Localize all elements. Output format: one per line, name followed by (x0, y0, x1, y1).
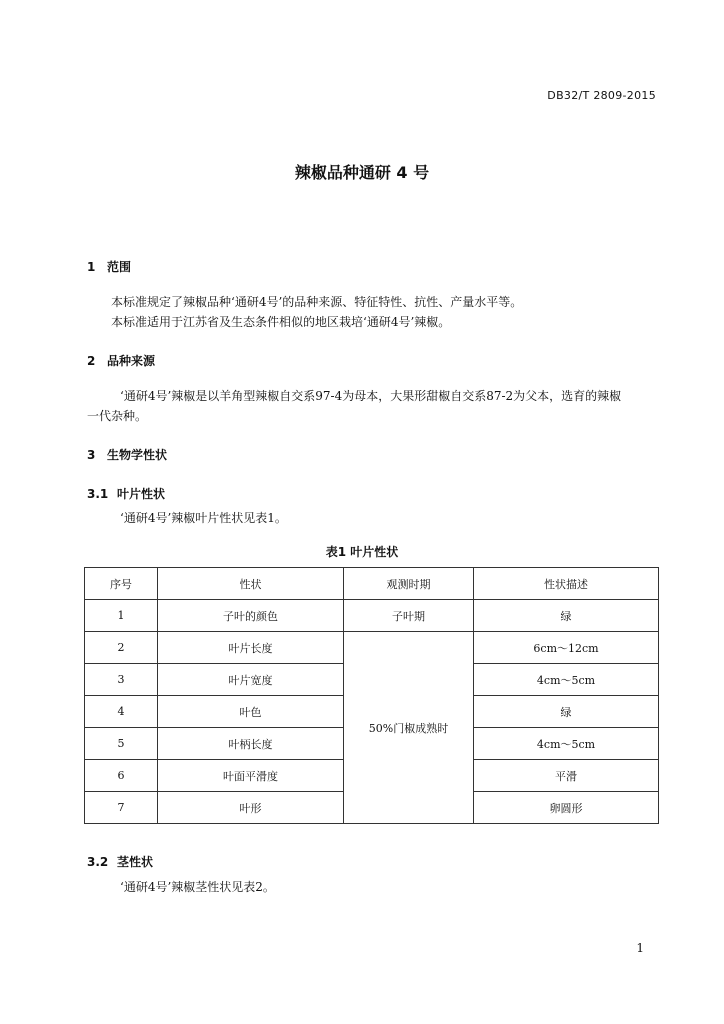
cell-trait: 子叶的颜色 (158, 600, 344, 632)
section-title: 范围 (107, 260, 132, 274)
table-row (85, 632, 659, 664)
header-trait: 性状 (158, 568, 344, 600)
cell-trait: 叶色 (158, 696, 344, 728)
section-number: 2 (87, 354, 96, 368)
cell-number: 7 (85, 792, 158, 824)
section-3-1-paragraph: ‘通研4号’辣椒叶片性状见表1。 (120, 511, 287, 525)
cell-description: 6cm～12cm (474, 632, 659, 664)
table-row (85, 600, 659, 632)
section-title: 茎性状 (117, 855, 154, 869)
section-1-heading (87, 258, 131, 275)
cell-description: 绿 (474, 600, 659, 632)
section-number: 3.2 (87, 855, 109, 869)
table-1-caption: 表1 叶片性状 (325, 545, 399, 559)
cell-trait: 叶片宽度 (158, 664, 344, 696)
standard-code: DB32/T 2809-2015 (547, 89, 656, 102)
section-2-line-2: 一代杂种。 (87, 409, 148, 423)
page-number: 1 (636, 941, 644, 955)
section-2-line-1: ‘通研4号’辣椒是以羊角型辣椒自交系97-4为母本，大果形甜椒自交系87-2为父本，选育的辣椒 (120, 389, 622, 403)
section-1-paragraph-2: 本标准适用于江苏省及生态条件相似的地区栽培‘通研4号’辣椒。 (111, 315, 451, 329)
section-title: 叶片性状 (117, 487, 166, 501)
document-title: 辣椒品种通研 4 号 (294, 163, 430, 182)
cell-number: 5 (85, 728, 158, 760)
cell-number: 6 (85, 760, 158, 792)
cell-period-merged: 50%门椒成熟时 (344, 632, 474, 824)
section-number: 1 (87, 260, 96, 274)
cell-number: 3 (85, 664, 158, 696)
table-header-row (85, 568, 659, 600)
cell-description: 卵圆形 (474, 792, 659, 824)
table-1-leaf-traits (84, 567, 659, 824)
section-3-2-heading (87, 853, 153, 870)
header-number: 序号 (85, 568, 158, 600)
cell-description: 4cm～5cm (474, 728, 659, 760)
header-period: 观测时期 (344, 568, 474, 600)
cell-trait: 叶柄长度 (158, 728, 344, 760)
section-title: 品种来源 (107, 354, 156, 368)
cell-period: 子叶期 (344, 600, 474, 632)
cell-trait: 叶片长度 (158, 632, 344, 664)
cell-description: 绿 (474, 696, 659, 728)
section-3-heading (87, 446, 167, 463)
section-1-paragraph-1: 本标准规定了辣椒品种‘通研4号’的品种来源、特征特性、抗性、产量水平等。 (111, 295, 523, 309)
section-3-2-paragraph: ‘通研4号’辣椒茎性状见表2。 (120, 880, 275, 894)
header-description: 性状描述 (474, 568, 659, 600)
section-title: 生物学性状 (107, 448, 168, 462)
cell-description: 4cm～5cm (474, 664, 659, 696)
cell-trait: 叶面平滑度 (158, 760, 344, 792)
cell-number: 2 (85, 632, 158, 664)
section-3-1-heading (87, 485, 165, 502)
section-2-heading (87, 352, 155, 369)
section-number: 3.1 (87, 487, 109, 501)
cell-trait: 叶形 (158, 792, 344, 824)
cell-number: 1 (85, 600, 158, 632)
cell-number: 4 (85, 696, 158, 728)
cell-description: 平滑 (474, 760, 659, 792)
section-number: 3 (87, 448, 96, 462)
